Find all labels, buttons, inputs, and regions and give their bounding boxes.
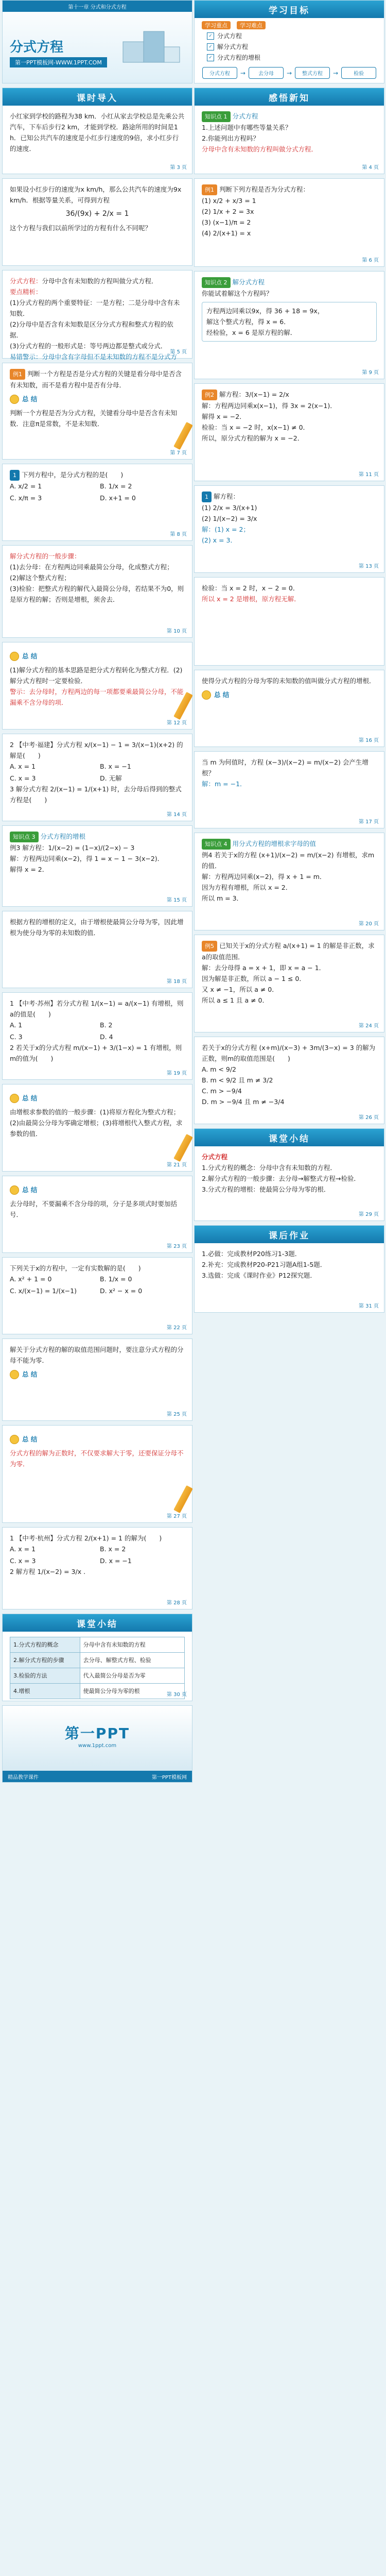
guide6-text: 去分母时，不要漏乘不含分母的项，分子是多项式时要加括号． bbox=[10, 1200, 178, 1218]
point3-solution-3: 检验：当 x = 2 时，x − 2 = 0． bbox=[202, 584, 300, 592]
practice2-answer-2: (2) x = 3． bbox=[202, 536, 237, 544]
definition-features-title: 要点精析： bbox=[10, 288, 42, 296]
point2-label: 知识点 2 bbox=[202, 277, 231, 288]
guide5-slide bbox=[2, 1084, 192, 1172]
point2-title: 解分式方程 bbox=[232, 278, 265, 286]
example2-footer: 第 11 页 bbox=[358, 472, 379, 478]
practice7-option-c: C. m > −9/4 bbox=[202, 1087, 242, 1095]
point2-summary-step-3: (3)检验：把整式方程的解代入最简公分母，若结果不为0，则是原方程的解；否则是增根，须舍去． bbox=[10, 585, 184, 603]
example1-option-1: (1) x/2 + x/3 = 1 bbox=[202, 197, 256, 205]
objectives-item-3: 分式方程的增根 bbox=[217, 54, 261, 61]
intro-bar: 课时导入 bbox=[3, 88, 192, 106]
homework-item-2: 2.补充：完成教材P20-P21习题A组1-5题． bbox=[202, 1261, 327, 1268]
check-icon: ✓ bbox=[207, 43, 214, 50]
check-icon: ✓ bbox=[207, 32, 214, 40]
guide3-footer: 第 16 页 bbox=[358, 738, 379, 743]
point3-footer: 第 15 页 bbox=[166, 897, 187, 903]
guide1-footer: 第 7 页 bbox=[170, 450, 187, 456]
practice5-slide bbox=[2, 992, 192, 1080]
point4-footer: 第 20 页 bbox=[358, 921, 379, 927]
new-knowledge-title: 分式方程 bbox=[232, 112, 258, 120]
guide6-hint: 总 结 bbox=[22, 1186, 38, 1194]
practice6-option-b: B. 1/x = 0 bbox=[100, 1275, 132, 1283]
practice3-option-a: A. x = 1 bbox=[10, 762, 36, 770]
example5-question: 已知关于x的分式方程 a/(x+1) = 1 的解是非正数，求a的取值范围． bbox=[202, 942, 375, 961]
practice1-option-b: B. 1/x = 2 bbox=[100, 482, 132, 490]
homework-footer: 第 31 页 bbox=[358, 1303, 379, 1309]
example5-slide bbox=[194, 935, 384, 1032]
guide8-footer: 第 27 页 bbox=[166, 1514, 187, 1519]
pencil-icon bbox=[173, 1485, 193, 1513]
new-knowledge-bar: 感悟新知 bbox=[195, 88, 384, 106]
practice8-footer: 第 28 页 bbox=[166, 1600, 187, 1606]
example1-option-3: (3) (x−1)/π = 2 bbox=[202, 218, 251, 226]
example1-label: 例1 bbox=[202, 184, 217, 195]
example2-equation: 3/(x−1) = 2/x bbox=[245, 391, 289, 398]
practice3-option-c: C. x = 3 bbox=[10, 774, 36, 782]
left-column bbox=[2, 0, 192, 1787]
guide3-text: 使得分式方程的分母为零的未知数的值叫做分式方程的增根． bbox=[202, 677, 376, 685]
practice4-slide bbox=[194, 751, 384, 828]
ending-logo: 第一PPT bbox=[64, 1725, 130, 1742]
practice1-option-d: D. x+1 = 0 bbox=[100, 494, 136, 502]
practice6-footer: 第 22 页 bbox=[166, 1325, 187, 1331]
practice5-option-b: B. 2 bbox=[100, 1021, 113, 1029]
practice7-footer: 第 26 页 bbox=[358, 1115, 379, 1121]
lightbulb-icon bbox=[10, 1370, 19, 1379]
new-knowledge-footer: 第 4 页 bbox=[362, 165, 379, 171]
arrow-right-icon: → bbox=[333, 69, 339, 77]
practice1-slide bbox=[2, 464, 192, 541]
point2-slide bbox=[194, 271, 384, 379]
example5-solution-3: 又 x ≠ −1，所以 a ≠ 0． bbox=[202, 986, 278, 993]
new-knowledge-label: 知识点 1 bbox=[202, 111, 231, 122]
guide2-slide bbox=[2, 642, 192, 730]
cover-slide bbox=[2, 0, 192, 83]
definition-footer: 第 5 页 bbox=[170, 349, 187, 355]
practice5-footer: 第 19 页 bbox=[166, 1071, 187, 1076]
guide1-hint: 总 结 bbox=[22, 395, 38, 403]
point3-label: 知识点 3 bbox=[10, 832, 39, 842]
guide6-footer: 第 23 页 bbox=[166, 1244, 187, 1249]
point3-solution-1: 解：方程两边同乘(x−2)，得 1 = x − 1 − 3(x−2)． bbox=[10, 855, 164, 862]
point3-solution-4: 所以 x = 2 是增根，原方程无解． bbox=[202, 595, 301, 603]
new-knowledge-question-1: 1.上述问题中有哪些等量关系？ bbox=[202, 124, 292, 131]
lesson-summary-footer: 第 29 页 bbox=[358, 1212, 379, 1217]
intro-slide-2 bbox=[2, 178, 192, 266]
example1-option-2: (2) 1/x + 2 = 3x bbox=[202, 208, 254, 215]
practice7-option-b: B. m < 9/2 且 m ≠ 3/2 bbox=[202, 1076, 273, 1084]
example1-question: 判断下列方程是否为分式方程： bbox=[219, 185, 310, 193]
definition-slide bbox=[2, 270, 192, 359]
arrow-right-icon: → bbox=[240, 69, 245, 77]
ending-slide bbox=[2, 1705, 192, 1783]
objectives-bar: 学习目标 bbox=[195, 1, 384, 18]
example5-solution-4: 所以 a ≤ 1 且 a ≠ 0． bbox=[202, 996, 269, 1004]
definition-feature-3: (3)分式方程的一般形式是：等号两边都是整式或分式． bbox=[10, 342, 167, 350]
table-row: 2.解分式方程的步骤 去分母、解整式方程、检验 bbox=[10, 1653, 185, 1668]
check-icon: ✓ bbox=[207, 54, 214, 61]
point3-title: 分式方程的增根 bbox=[40, 833, 86, 840]
point3-slide bbox=[2, 825, 192, 907]
lightbulb-icon bbox=[202, 690, 211, 700]
lesson-summary-item-3: 3.分式方程的增根：使最简公分母为零的根． bbox=[202, 1185, 330, 1193]
point2-summary-step-2: (2)解这个整式方程； bbox=[10, 574, 71, 582]
guide5-hint: 总 结 bbox=[22, 1094, 38, 1102]
practice8-option-b: B. x = 2 bbox=[100, 1545, 126, 1553]
guide7-slide bbox=[2, 1338, 192, 1421]
example1-slide bbox=[194, 178, 384, 267]
practice3-item-1: 2 【中考·福建】分式方程 x/(x−1) − 1 = 3/(x−1)(x+2) 的解是( ) bbox=[10, 741, 183, 759]
cover-title: 分式方程 bbox=[10, 40, 64, 55]
point4-solution-3: 所以 m = 3． bbox=[202, 894, 243, 902]
practice3-slide bbox=[2, 734, 192, 821]
guide4-slide bbox=[2, 911, 192, 988]
practice1-question: 下列方程中，是分式方程的是( ) bbox=[22, 471, 124, 479]
arrow-right-icon: → bbox=[286, 69, 292, 77]
practice4-answer: 解：m = −1． bbox=[202, 780, 247, 788]
practice5-option-a: A. 1 bbox=[10, 1021, 23, 1029]
objectives-tag-key: 学习重点 bbox=[202, 21, 231, 29]
lesson-summary-item-1: 1.分式方程的概念：分母中含有未知数的方程． bbox=[202, 1164, 337, 1172]
intro-equation: 36/(9x) + 2/x = 1 bbox=[65, 210, 129, 218]
ending-bottom-right: 第一PPT模板网 bbox=[151, 1774, 187, 1781]
lightbulb-icon bbox=[10, 652, 19, 661]
flow-node: 整式方程 bbox=[295, 67, 330, 79]
example2-label: 例2 bbox=[202, 389, 217, 400]
example5-label: 例5 bbox=[202, 941, 217, 952]
practice2-question: 解方程： bbox=[214, 493, 240, 500]
point2-summary-step-1: (1)去分母：在方程两边同乘最简公分母，化成整式方程； bbox=[10, 563, 173, 571]
practice8-option-d: D. x = −1 bbox=[100, 1557, 132, 1565]
summary-table bbox=[10, 1637, 185, 1699]
objectives-slide bbox=[194, 0, 384, 83]
practice8-item-2: 2 解方程 1/(x−2) = 3/x . bbox=[10, 1568, 86, 1575]
example2-question: 解方程： bbox=[219, 391, 245, 398]
lesson-summary-bar: 课堂小结 bbox=[195, 1129, 384, 1146]
lightbulb-icon bbox=[10, 395, 19, 404]
definition-feature-1: (1)分式方程的两个重要特征：一是方程；二是分母中含有未知数． bbox=[10, 299, 180, 317]
objectives-item-1: 分式方程 bbox=[217, 32, 242, 40]
practice6-option-d: D. x² − x = 0 bbox=[100, 1287, 143, 1295]
point2-summary-title: 解分式方程的一般步骤： bbox=[10, 552, 81, 560]
lesson-summary-slide bbox=[194, 1128, 384, 1221]
guide8-hint: 总 结 bbox=[22, 1435, 38, 1443]
homework-item-1: 1.必做：完成教材P20练习1-3题． bbox=[202, 1250, 302, 1258]
practice2-item-2: (2) 1/(x−2) = 3/x bbox=[202, 515, 257, 522]
example1-option-4: (4) 2/(x+1) = x bbox=[202, 229, 251, 237]
practice4-question: 当 m 为何值时，方程 (x−3)/(x−2) = m/(x−2) 会产生增根？ bbox=[202, 758, 369, 777]
example5-solution-1: 解：去分母得 a = x + 1，即 x = a − 1． bbox=[202, 964, 326, 972]
practice3-option-b: B. x = −1 bbox=[100, 762, 131, 770]
point2-step-2: 解这个整式方程，得 x = 6． bbox=[206, 318, 290, 326]
guide6-slide bbox=[2, 1176, 192, 1253]
lightbulb-icon bbox=[10, 1094, 19, 1103]
point2-footer: 第 9 页 bbox=[362, 370, 379, 376]
practice7-question: 若关于x的分式方程 (x+m)/(x−3) + 3m/(3−x) = 3 的解为正数，则m的取值范围是( ) bbox=[202, 1044, 376, 1062]
practice7-option-a: A. m < 9/2 bbox=[202, 1065, 236, 1073]
practice5-item-2: 2 若关于x的分式方程 m/(x−1) + 3/(1−x) = 1 有增根，则m的值为( ) bbox=[10, 1044, 182, 1062]
practice1-footer: 第 8 页 bbox=[170, 532, 187, 537]
practice1-option-c: C. x/π = 3 bbox=[10, 494, 42, 502]
practice2-footer: 第 13 页 bbox=[358, 564, 379, 569]
flow-node: 检验 bbox=[341, 67, 376, 79]
intro-slide bbox=[2, 88, 192, 174]
definition-feature-2: (2)分母中是否含有未知数是区分分式方程和整式方程的依据． bbox=[10, 320, 173, 339]
practice1-option-a: A. x/2 = 1 bbox=[10, 482, 42, 490]
intro-paragraph2: 如果设小红步行的速度为x km/h，那么公共汽车的速度为9x km/h．根据等量关系，可得到方程 bbox=[10, 185, 182, 204]
new-knowledge-question-2: 2.你能列出方程吗？ bbox=[202, 134, 259, 142]
definition-note: 易错警示：分母中含有字母但不是未知数的方程不是分式方 bbox=[10, 353, 178, 361]
point4-example: 例4 若关于x的方程 (x+1)/(x−2) = m/(x−2) 有增根，求m的值． bbox=[202, 851, 375, 870]
practice2-answer-1: 解：(1) x = 2； bbox=[202, 526, 250, 533]
summary-table-slide bbox=[2, 1614, 192, 1701]
guide7-footer: 第 25 页 bbox=[166, 1412, 187, 1417]
guide2-note: 警示：去分母时，方程两边的每一项都要乘最简公分母，不能漏乘不含分母的项． bbox=[10, 688, 184, 706]
point2-step-3: 经检验，x = 6 是原方程的解． bbox=[206, 329, 297, 336]
table-row: 4.增根 使最简公分母为零的根 bbox=[10, 1684, 185, 1699]
intro-footer: 第 3 页 bbox=[170, 165, 187, 171]
lesson-summary-item-2: 2.解分式方程的一般步骤：去分母→解整式方程→检验． bbox=[202, 1175, 360, 1182]
point2-summary-slide bbox=[2, 545, 192, 638]
practice2-item-1: (1) 2/x = 3/(x+1) bbox=[202, 504, 257, 512]
example5-footer: 第 24 页 bbox=[358, 1023, 379, 1029]
guide2-hint: 总 结 bbox=[22, 652, 38, 660]
summary-table-bar: 课堂小结 bbox=[3, 1614, 192, 1632]
guide4-footer: 第 18 页 bbox=[166, 979, 187, 985]
homework-item-3: 3.选做：完成《课时作业》P12探究题． bbox=[202, 1272, 317, 1279]
cover-header-strip: 第十一章 分式和分式方程 bbox=[3, 1, 192, 12]
table-row: 3.检验的方法 代入最简公分母是否为零 bbox=[10, 1668, 185, 1684]
example2-solution-3: 检验：当 x = −2 时，x(x−1) ≠ 0． bbox=[202, 423, 310, 431]
ending-bottom-left: 精品教学课件 bbox=[8, 1774, 39, 1781]
definition-red-title: 分式方程： bbox=[10, 277, 42, 285]
practice5-option-c: C. 3 bbox=[10, 1033, 23, 1041]
example1-footer: 第 6 页 bbox=[362, 258, 379, 263]
table-row: 1.分式方程的概念 分母中含有未知数的方程 bbox=[10, 1637, 185, 1653]
new-knowledge-answer: 分母中含有未知数的方程叫做分式方程． bbox=[202, 145, 318, 153]
guide5-footer: 第 21 页 bbox=[166, 1162, 187, 1168]
practice6-question: 下列关于x的方程中，一定有实数解的是( ) bbox=[10, 1264, 141, 1272]
practice1-label: 1 bbox=[10, 470, 20, 481]
practice2-label: 1 bbox=[202, 492, 212, 502]
practice5-option-d: D. 4 bbox=[100, 1033, 113, 1041]
guide2-footer: 第 12 页 bbox=[166, 720, 187, 726]
guide7-text: 解关于分式方程的解的取值范围问题时，要注意分式方程的分母不能为零． bbox=[10, 1346, 184, 1364]
guide8-slide bbox=[2, 1425, 192, 1523]
practice3-footer: 第 14 页 bbox=[166, 812, 187, 818]
guide1-summary: 判断一个方程是否为分式方程，关键看分母中是否含有未知数．注意π是常数，不是未知数． bbox=[10, 409, 178, 428]
practice4-footer: 第 17 页 bbox=[358, 819, 379, 825]
guide1-text: 判断一个方程是否是分式方程的关键是看分母中是否含有未知数，而不是看方程中是否有分母． bbox=[10, 370, 182, 389]
example5-solution-2: 因为解是非正数，所以 a − 1 ≤ 0． bbox=[202, 975, 306, 982]
homework-bar: 课后作业 bbox=[195, 1226, 384, 1243]
point2-summary-footer: 第 10 页 bbox=[166, 629, 187, 634]
guide1-label: 例1 bbox=[10, 369, 25, 380]
guide2-text: (1)解分式方程的基本思路是把分式方程转化为整式方程．(2)解分式方程时一定要检验． bbox=[10, 666, 183, 685]
point3-example: 例3 解方程：1/(x−2) = (1−x)/(2−x) − 3 bbox=[10, 844, 135, 852]
intro-paragraph1: 小红家到学校的路程为38 km．小红从家去学校总是先乘公共汽车，下车后步行2 km，才能到学校．路途所用的时间是1 h．已知公共汽车的速度是小红步行速度的9倍，求小红步行的速度． bbox=[10, 112, 185, 152]
example2-solution-1: 解：方程两边同乘x(x−1)，得 3x = 2(x−1)． bbox=[202, 402, 337, 410]
guide1-slide bbox=[2, 363, 192, 460]
guide3-hint: 总 结 bbox=[214, 691, 230, 699]
objectives-tag-hard: 学习难点 bbox=[237, 21, 266, 29]
practice8-option-a: A. x = 1 bbox=[10, 1545, 36, 1553]
point4-label: 知识点 4 bbox=[202, 839, 231, 850]
intro-paragraph3: 这个方程与我们以前所学过的方程有什么不同呢？ bbox=[10, 224, 152, 232]
guide4-text: 根据方程的增根的定义，由于增根使最简公分母为零，因此增根为使分母为零的未知数的值． bbox=[10, 918, 184, 937]
practice2-slide bbox=[194, 485, 384, 573]
point4-solution-2: 因为方程有增根，所以 x = 2． bbox=[202, 884, 292, 891]
new-knowledge-slide bbox=[194, 88, 384, 174]
right-column bbox=[194, 0, 384, 1317]
guide3-slide bbox=[194, 670, 384, 747]
practice7-slide bbox=[194, 1037, 384, 1124]
example2-solution-2: 解得 x = −2． bbox=[202, 413, 246, 420]
example2-slide bbox=[194, 383, 384, 481]
practice3-option-d: D. 无解 bbox=[100, 774, 122, 782]
lightbulb-icon bbox=[10, 1185, 19, 1195]
flow-node: 分式方程 bbox=[202, 67, 237, 79]
objectives-item-2: 解分式方程 bbox=[217, 43, 249, 50]
practice8-option-c: C. x = 3 bbox=[10, 1557, 36, 1565]
point4-slide bbox=[194, 833, 384, 930]
point2-step-1: 方程两边同乘以9x，得 36 + 18 = 9x， bbox=[206, 307, 324, 315]
example2-solution-4: 所以，原分式方程的解为 x = −2． bbox=[202, 434, 304, 442]
point4-title: 用分式方程的增根求字母的值 bbox=[232, 840, 317, 848]
practice8-item-1: 1 【中考·杭州】分式方程 2/(x+1) = 1 的解为( ) bbox=[10, 1534, 162, 1542]
point3-cont-slide bbox=[194, 577, 384, 666]
practice6-option-a: A. x² + 1 = 0 bbox=[10, 1275, 52, 1283]
point3-solution-2: 解得 x = 2． bbox=[10, 866, 49, 873]
homework-slide bbox=[194, 1225, 384, 1313]
objectives-flow bbox=[202, 67, 377, 79]
flow-node: 去分母 bbox=[249, 67, 284, 79]
practice8-slide bbox=[2, 1527, 192, 1609]
lightbulb-icon bbox=[10, 1435, 19, 1444]
lesson-summary-title: 分式方程 bbox=[202, 1153, 228, 1161]
guide5-text: 由增根求参数的值的一般步骤：(1)将原方程化为整式方程；(2)由最简公分母为零确定增根；(3)将增根代入整式方程，求参数的值． bbox=[10, 1108, 183, 1138]
cover-sub-strip: 第一PPT模板网-WWW.1PPT.COM bbox=[10, 57, 107, 67]
practice6-option-c: C. x/(x−1) = 1/(x−1) bbox=[10, 1287, 77, 1295]
practice6-slide bbox=[2, 1257, 192, 1334]
guide7-hint: 总 结 bbox=[22, 1370, 38, 1378]
point2-intro: 你能试着解这个方程吗？ bbox=[202, 290, 273, 297]
practice5-item-1: 1 【中考·苏州】若分式方程 1/(x−1) = a/(x−1) 有增根，则a的值是( ) bbox=[10, 999, 184, 1018]
point4-solution-1: 解：方程两边同乘(x−2)，得 x + 1 = m． bbox=[202, 873, 326, 880]
summary-table-footer: 第 30 页 bbox=[166, 1692, 187, 1698]
definition-text: 分母中含有未知数的方程叫做分式方程． bbox=[42, 277, 158, 285]
guide8-text: 分式方程的解为正数时，不仅要求解大于零，还要保证分母不为零． bbox=[10, 1449, 184, 1468]
cover-cubes-icon bbox=[113, 21, 185, 73]
ending-logo-sub: www.1ppt.com bbox=[78, 1743, 117, 1749]
practice3-item-2: 3 解分式方程 2/(x−1) = 1/(x+1) 时，去分母后得到的整式方程是( ) bbox=[10, 785, 182, 804]
practice7-option-d: D. m > −9/4 且 m ≠ −3/4 bbox=[202, 1098, 285, 1106]
